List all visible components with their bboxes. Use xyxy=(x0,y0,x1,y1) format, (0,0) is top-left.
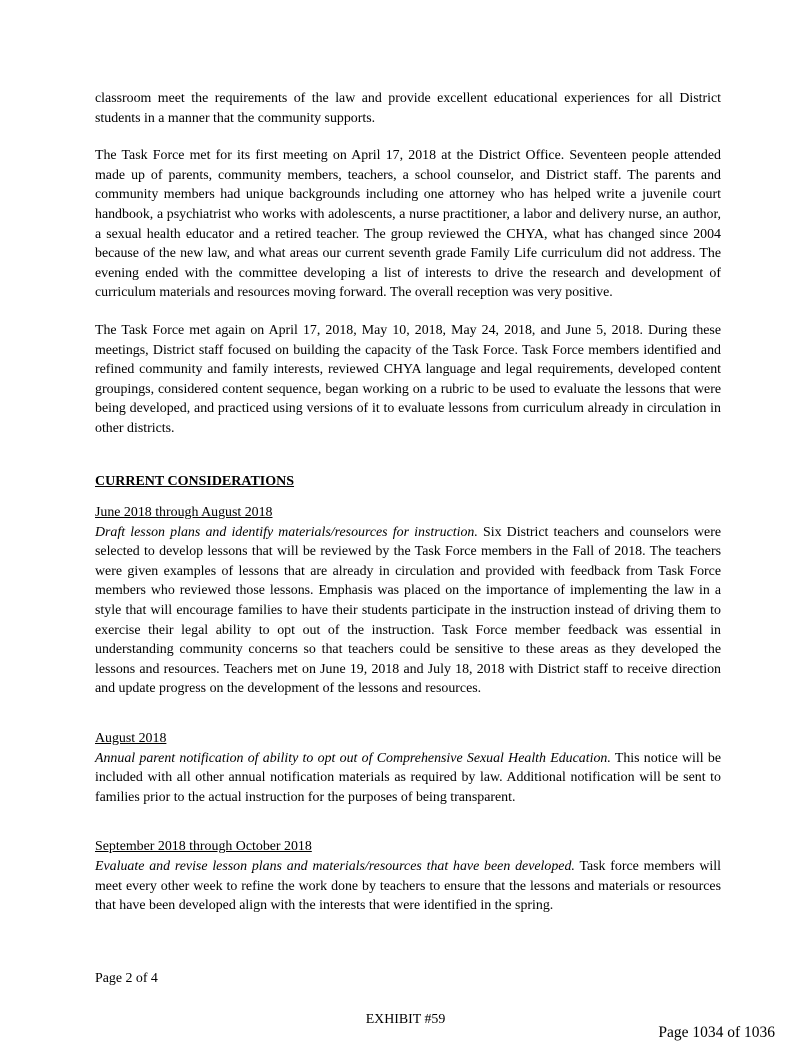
section-text-september-october: Task force members will meet every other week to refine the work done by teachers to ensure that the lessons and materials or resources that have been developed align with the interests that were identified in the spring. xyxy=(95,859,721,914)
section-heading-august: August 2018 xyxy=(95,731,167,747)
section-june-august xyxy=(95,503,721,699)
paragraph-first-meeting: The Task Force met for its first meeting on April 17, 2018 at the District Office. Seventeen people attended made up of parents, community members, teachers, a school counselor, and District staff. The parents and community members had unique backgrounds including one attorney who has helped write a juvenile court handbook, a psychiatrist who works with adolescents, a nurse practitioner, a labor and delivery nurse, an author, a sexual health educator and a retired teacher. The group reviewed the CHYA, what has changed since 2004 because of the new law, and what areas our current seventh grade Family Life curriculum did not address. The evening ended with the committee developing a list of interests to drive the research and development of curriculum materials and resources moving forward. The overall reception was very positive. xyxy=(95,148,721,301)
section-text-august: This notice will be included with all other annual notification materials as required by law. Additional notification will be sent to families prior to the actual instruction for the purposes of being transparent. xyxy=(95,750,721,805)
section-september-october xyxy=(95,837,721,915)
paragraph-intro-continued: classroom meet the requirements of the law and provide excellent educational experiences for all District students in a manner that the community supports. xyxy=(95,91,721,126)
section-body-september-october xyxy=(95,857,721,916)
section-body-june-august xyxy=(95,523,721,699)
section-lead-june-august: Draft lesson plans and identify materials/resources for instruction. xyxy=(95,524,478,540)
bates-page-label: Page 1034 of 1036 xyxy=(658,1024,775,1041)
section-lead-august: Annual parent notification of ability to opt out of Comprehensive Sexual Health Education. xyxy=(95,750,611,766)
exhibit-stamp: EXHIBIT #59 xyxy=(365,1012,446,1027)
section-lead-september-october: Evaluate and revise lesson plans and materials/resources that have been developed. xyxy=(95,859,575,874)
paragraph-subsequent-meetings: The Task Force met again on April 17, 2018, May 10, 2018, May 24, 2018, and June 5, 2018. During these meetings, District staff focused on building the capacity of the Task Force. Task Force members identified and refined community and family interests, reviewed CHYA language and legal requirements, developed content groupings, considered content sequence, began working on a rubric to be used to evaluate the lessons that were being developed, and practiced using versions of it to evaluate lessons from curriculum already in circulation in other districts. xyxy=(95,322,721,436)
page-number-label: Page 2 of 4 xyxy=(95,971,158,986)
section-heading-september-october: September 2018 through October 2018 xyxy=(95,839,312,855)
section-body-august xyxy=(95,749,721,808)
section-august xyxy=(95,729,721,807)
section-text-june-august: Six District teachers and counselors were selected to develop lessons that will be reviewed by the Task Force members in the Fall of 2018. The teachers were given examples of lessons that are already in circulation and provided with feedback from Task Force members who reviewed those lessons. Emphasis was placed on the importance of implementing the law in a style that will encourage families to have their students participate in the instruction instead of driving them to exercise their legal ability to opt out of the instruction. Task Force member feedback was essential in understanding community concerns so that teachers could be sensitive to these areas as they developed the lessons and resources. Teachers met on June 19, 2018 and July 18, 2018 with District staff to receive direction and update progress on the development of the lessons and resources. xyxy=(95,524,721,697)
section-heading-june-august: June 2018 through August 2018 xyxy=(95,505,273,521)
current-considerations-heading: CURRENT CONSIDERATIONS xyxy=(95,473,295,489)
document-body xyxy=(95,89,721,916)
